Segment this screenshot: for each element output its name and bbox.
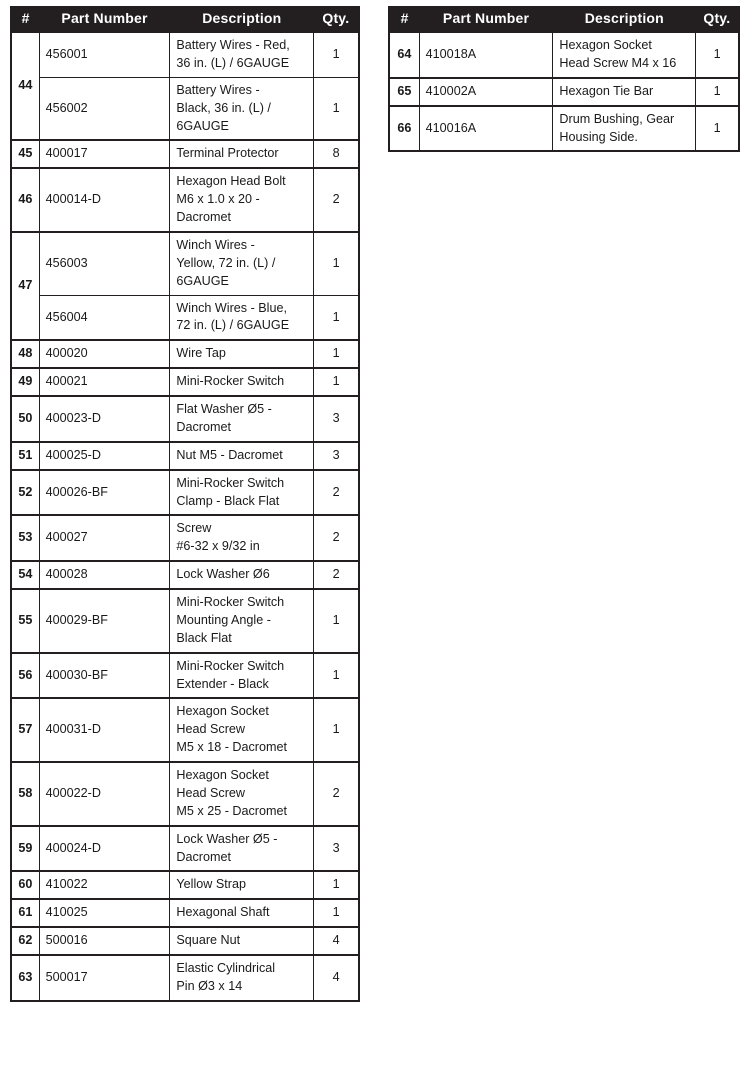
description-line: #6-32 x 9/32 in [176,539,260,554]
cell-part-number: 410002A [419,78,553,106]
cell-index: 50 [11,396,39,442]
table-header-right [389,6,739,32]
cell-description [170,899,314,927]
description-line: Dacromet [176,419,231,434]
cell-index: 49 [11,368,39,396]
cell-index: 65 [389,78,419,106]
cell-part-number: 456003 [39,232,170,295]
cell-quantity: 1 [696,106,739,152]
cell-quantity: 1 [314,698,359,762]
cell-description [170,826,314,872]
description-line: 72 in. (L) / 6GAUGE [176,318,290,333]
cell-quantity: 3 [314,442,359,470]
header-part-number: Part Number [39,6,170,32]
cell-part-number: 500017 [39,955,170,1001]
cell-part-number: 400029-BF [39,589,170,653]
table-row [11,871,359,899]
description-line: Mini-Rocker Switch [176,658,285,673]
cell-description [170,698,314,762]
table-row [389,78,739,106]
cell-quantity: 1 [314,77,359,140]
description-line: Head Screw [176,722,246,737]
description-line: Battery Wires - Red, [176,38,290,53]
cell-description [170,168,314,232]
description-line: Wire Tap [176,346,226,361]
cell-part-number: 400023-D [39,396,170,442]
cell-quantity: 1 [696,78,739,106]
description-line: M6 x 1.0 x 20 - [176,192,260,207]
description-line: Flat Washer Ø5 - [176,402,272,417]
description-line: Mounting Angle - [176,612,271,627]
cell-quantity: 2 [314,515,359,561]
cell-quantity: 3 [314,396,359,442]
cell-quantity: 2 [314,561,359,589]
cell-description [170,232,314,295]
header-description: Description [170,6,314,32]
cell-part-number: 400017 [39,140,170,168]
header-row [11,6,359,32]
cell-part-number: 410018A [419,32,553,78]
cell-part-number: 410025 [39,899,170,927]
cell-index: 53 [11,515,39,561]
cell-part-number: 400031-D [39,698,170,762]
cell-description [170,368,314,396]
description-line: Dacromet [176,849,231,864]
cell-index: 56 [11,653,39,699]
table-body-right [389,32,739,151]
cell-quantity: 1 [314,899,359,927]
description-line: Dacromet [176,210,231,225]
cell-description [170,515,314,561]
description-line: Yellow Strap [176,877,246,892]
description-line: Head Screw M4 x 16 [559,55,677,70]
description-line: Lock Washer Ø6 [176,567,270,582]
header-row [389,6,739,32]
parts-table-left [10,6,360,1002]
description-line: Hexagonal Shaft [176,905,270,920]
description-line: Square Nut [176,933,241,948]
cell-description [170,955,314,1001]
header-description: Description [553,6,696,32]
cell-part-number: 400026-BF [39,470,170,516]
table-row [11,232,359,295]
description-line: Terminal Protector [176,146,279,161]
cell-part-number: 400014-D [39,168,170,232]
table-row [11,77,359,140]
table-row [11,589,359,653]
cell-index: 57 [11,698,39,762]
description-line: Black, 36 in. (L) / [176,100,271,115]
cell-description [553,106,696,152]
cell-part-number: 400028 [39,561,170,589]
cell-description [170,762,314,826]
cell-index: 52 [11,470,39,516]
description-line: 6GAUGE [176,273,229,288]
cell-description [170,340,314,368]
cell-description [170,470,314,516]
table-row [11,698,359,762]
cell-quantity: 1 [314,589,359,653]
description-line: Battery Wires - [176,82,260,97]
cell-part-number: 456002 [39,77,170,140]
description-line: M5 x 25 - Dacromet [176,803,287,818]
cell-quantity: 4 [314,927,359,955]
cell-index: 54 [11,561,39,589]
description-line: Mini-Rocker Switch [176,374,285,389]
cell-part-number: 400021 [39,368,170,396]
cell-quantity: 1 [314,295,359,340]
description-line: Mini-Rocker Switch [176,475,285,490]
cell-part-number: 410022 [39,871,170,899]
cell-index: 45 [11,140,39,168]
cell-index: 59 [11,826,39,872]
cell-index: 64 [389,32,419,78]
cell-description [170,77,314,140]
cell-index: 60 [11,871,39,899]
cell-description [170,653,314,699]
table-row [11,470,359,516]
cell-quantity: 1 [314,32,359,77]
table-row [11,140,359,168]
table-row [11,653,359,699]
cell-quantity: 1 [696,32,739,78]
description-line: 6GAUGE [176,118,229,133]
cell-quantity: 3 [314,826,359,872]
cell-description [553,78,696,106]
description-line: Hexagon Head Bolt [176,174,286,189]
table-row [11,442,359,470]
cell-index: 62 [11,927,39,955]
cell-description [170,927,314,955]
cell-part-number: 400024-D [39,826,170,872]
cell-description [170,140,314,168]
table-row [389,106,739,152]
cell-index: 51 [11,442,39,470]
cell-part-number: 456004 [39,295,170,340]
cell-index: 55 [11,589,39,653]
cell-description [170,589,314,653]
cell-index: 46 [11,168,39,232]
cell-index: 58 [11,762,39,826]
description-line: Black Flat [176,630,232,645]
description-line: Mini-Rocker Switch [176,595,285,610]
cell-quantity: 2 [314,762,359,826]
cell-index: 61 [11,899,39,927]
cell-index: 44 [11,32,39,140]
cell-description [170,442,314,470]
table-row [11,762,359,826]
cell-description [170,561,314,589]
table-header-left [11,6,359,32]
table-row [11,826,359,872]
description-line: Extender - Black [176,676,269,691]
description-line: Winch Wires - Blue, [176,300,287,315]
cell-quantity: 1 [314,368,359,396]
table-row [11,927,359,955]
header-index: # [11,6,39,32]
description-line: Screw [176,521,212,536]
cell-index: 63 [11,955,39,1001]
cell-description [170,396,314,442]
cell-part-number: 400020 [39,340,170,368]
cell-description [553,32,696,78]
cell-index: 47 [11,232,39,340]
cell-index: 66 [389,106,419,152]
table-row [11,340,359,368]
description-line: Elastic Cylindrical [176,961,276,976]
table-row [11,899,359,927]
cell-part-number: 456001 [39,32,170,77]
cell-quantity: 2 [314,470,359,516]
description-line: Lock Washer Ø5 - [176,831,278,846]
table-row [11,295,359,340]
cell-quantity: 1 [314,340,359,368]
cell-index: 48 [11,340,39,368]
table-row [11,396,359,442]
cell-part-number: 500016 [39,927,170,955]
description-line: Hexagon Socket [176,768,269,783]
parts-table-right [388,6,740,152]
table-row [11,168,359,232]
table-row [11,32,359,77]
description-line: Hexagon Socket [176,704,269,719]
table-row [11,561,359,589]
description-line: Head Screw [176,785,246,800]
description-line: Housing Side. [559,129,638,144]
cell-description [170,871,314,899]
cell-quantity: 1 [314,871,359,899]
description-line: Pin Ø3 x 14 [176,978,243,993]
table-row [389,32,739,78]
header-quantity: Qty. [696,6,739,32]
description-line: Winch Wires - [176,237,255,252]
description-line: Clamp - Black Flat [176,493,280,508]
table-body-left [11,32,359,1001]
description-line: Nut M5 - Dacromet [176,447,283,462]
cell-quantity: 4 [314,955,359,1001]
header-quantity: Qty. [314,6,359,32]
description-line: Drum Bushing, Gear [559,111,675,126]
cell-part-number: 400025-D [39,442,170,470]
cell-quantity: 8 [314,140,359,168]
table-row [11,368,359,396]
cell-description [170,295,314,340]
cell-part-number: 410016A [419,106,553,152]
description-line: Hexagon Socket [559,38,652,53]
description-line: Yellow, 72 in. (L) / [176,255,276,270]
table-row [11,515,359,561]
cell-part-number: 400030-BF [39,653,170,699]
header-part-number: Part Number [419,6,553,32]
cell-quantity: 2 [314,168,359,232]
cell-part-number: 400022-D [39,762,170,826]
cell-part-number: 400027 [39,515,170,561]
header-index: # [389,6,419,32]
description-line: M5 x 18 - Dacromet [176,740,287,755]
cell-description [170,32,314,77]
description-line: 36 in. (L) / 6GAUGE [176,55,290,70]
description-line: Hexagon Tie Bar [559,83,654,98]
table-row [11,955,359,1001]
cell-quantity: 1 [314,232,359,295]
cell-quantity: 1 [314,653,359,699]
